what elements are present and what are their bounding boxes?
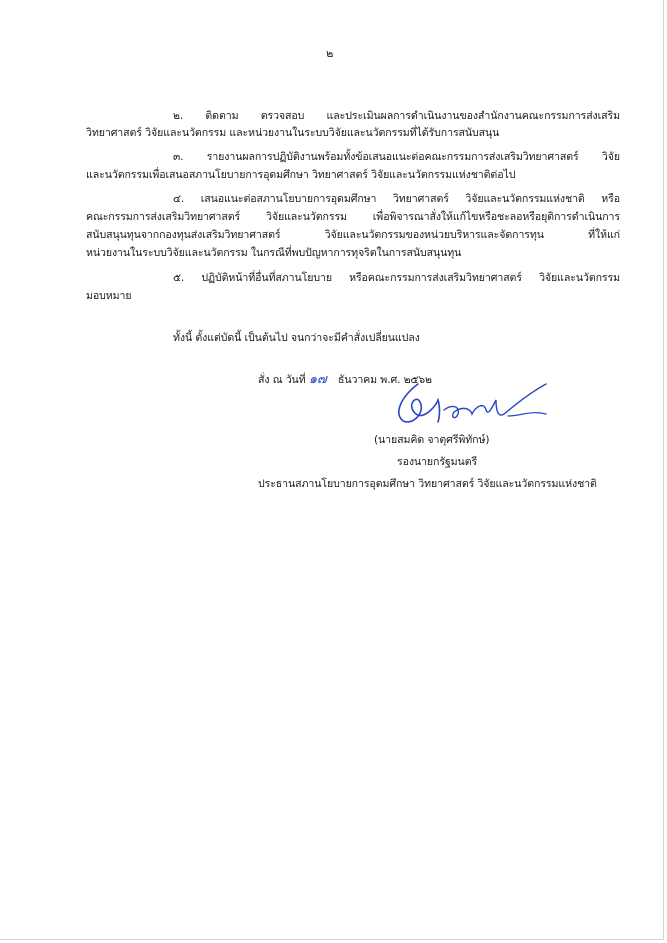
page-number: ๒ [326,47,334,60]
item-3-line: และนวัตกรรมเพื่อเสนอสภานโยบายการอุดมศึกษา วิทยาศาสตร์ วิจัยและนวัตกรรมแห่งชาติต่อไป [86,169,516,181]
order-day-handwritten: ๑๗ [308,372,327,387]
effective-clause: ทั้งนี้ ตั้งแต่บัดนี้ เป็นต้นไป จนกว่าจะมีคำสั่งเปลี่ยนแปลง [173,332,420,344]
signer-position: รองนายกรัฐมนตรี [397,456,478,468]
item-4-first-line: ๔. เสนอแนะต่อสภานโยบายการอุดมศึกษา วิทยาศาสตร์ วิจัยและนวัตกรรมแห่งชาติ หรือ [173,193,620,205]
item-4-line: คณะกรรมการส่งเสริมวิทยาศาสตร์ วิจัยและนวัตกรรม เพื่อพิจารณาสั่งให้แก้ไขหรือชะลอหรือยุติการดำเนินการ [86,211,620,223]
item-4-line: หน่วยงานในระบบวิจัยและนวัตกรรม ในกรณีที่พบปัญหาการทุจริตในการสนับสนุนทุน [86,247,462,259]
signer-role: ประธานสภานโยบายการอุดมศึกษา วิทยาศาสตร์ วิจัยและนวัตกรรมแห่งชาติ [258,478,597,490]
signature-mark [380,376,550,436]
order-month-year: ธันวาคม พ.ศ. ๒๕๖๒ [337,374,432,386]
item-5-line: มอบหมาย [86,290,132,302]
order-date-prefix: สั่ง ณ วันที่ [258,374,306,386]
item-5-first-line: ๕. ปฏิบัติหน้าที่อื่นที่สภานโยบาย หรือคณะกรรมการส่งเสริมวิทยาศาสตร์ วิจัยและนวัตกรรม [173,272,620,284]
item-2-line: วิทยาศาสตร์ วิจัยและนวัตกรรม และหน่วยงานในระบบวิจัยและนวัตกรรมที่ได้รับการสนับสนุน [86,127,500,139]
item-4-line: สนับสนุนทุนจากกองทุนส่งเสริมวิทยาศาสตร์ วิจัยและนวัตกรรมของหน่วยบริหารและจัดการทุน ที่ให้แก่ [86,229,620,241]
signer-name: (นายสมคิด จาตุศรีพิทักษ์) [374,434,490,446]
item-3-first-line: ๓. รายงานผลการปฏิบัติงานพร้อมทั้งข้อเสนอแนะต่อคณะกรรมการส่งเสริมวิทยาศาสตร์ วิจัย [173,151,620,163]
item-2-first-line: ๒. ติดตาม ตรวจสอบ และประเมินผลการดำเนินงานของสำนักงานคณะกรรมการส่งเสริม [173,110,620,122]
